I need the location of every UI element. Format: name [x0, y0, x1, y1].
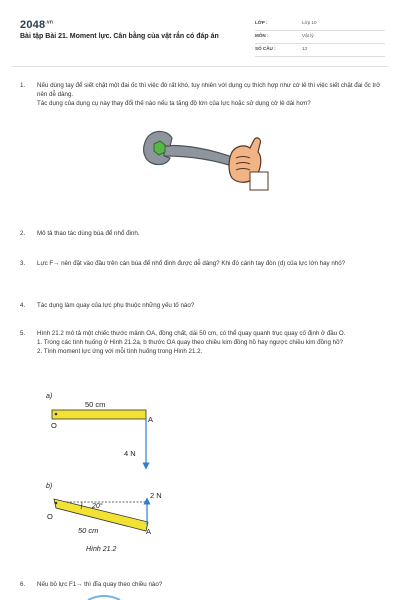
document-title: Bài tập Bài 21. Moment lực. Cân bằng của vật rắn có đáp án [20, 33, 219, 40]
figure-21-2 [30, 388, 200, 558]
figure-label-a: a) [46, 393, 53, 400]
point-a-b: A [146, 527, 152, 536]
document-header [20, 18, 385, 62]
wrench-hand-illustration [140, 126, 270, 196]
point-o-a: O [51, 421, 57, 430]
angle-label-b: 20° [92, 503, 103, 510]
meta-row-subject: MÔN : Vật lý [255, 31, 385, 44]
ruler-a [52, 410, 146, 419]
header-divider [12, 66, 388, 67]
length-label-a: 50 cm [85, 400, 106, 409]
figure-label-b: b) [46, 483, 53, 490]
point-a-a: A [148, 415, 154, 424]
meta-row-class: LỚP : Lớp 10 [255, 18, 385, 31]
document-meta [255, 18, 385, 57]
length-label-b: 50 cm [78, 526, 99, 535]
figure-caption: Hình 21.2 [86, 546, 117, 553]
point-o-b: O [47, 512, 53, 521]
meta-row-count: SỐ CÂU : 13 [255, 44, 385, 57]
site-logo[interactable]: $2048^{.vn}$ [20, 19, 54, 31]
force-label-b: 2 N [150, 491, 162, 500]
force-label-a: 4 N [124, 449, 136, 458]
disc-figure-partial [84, 592, 124, 600]
